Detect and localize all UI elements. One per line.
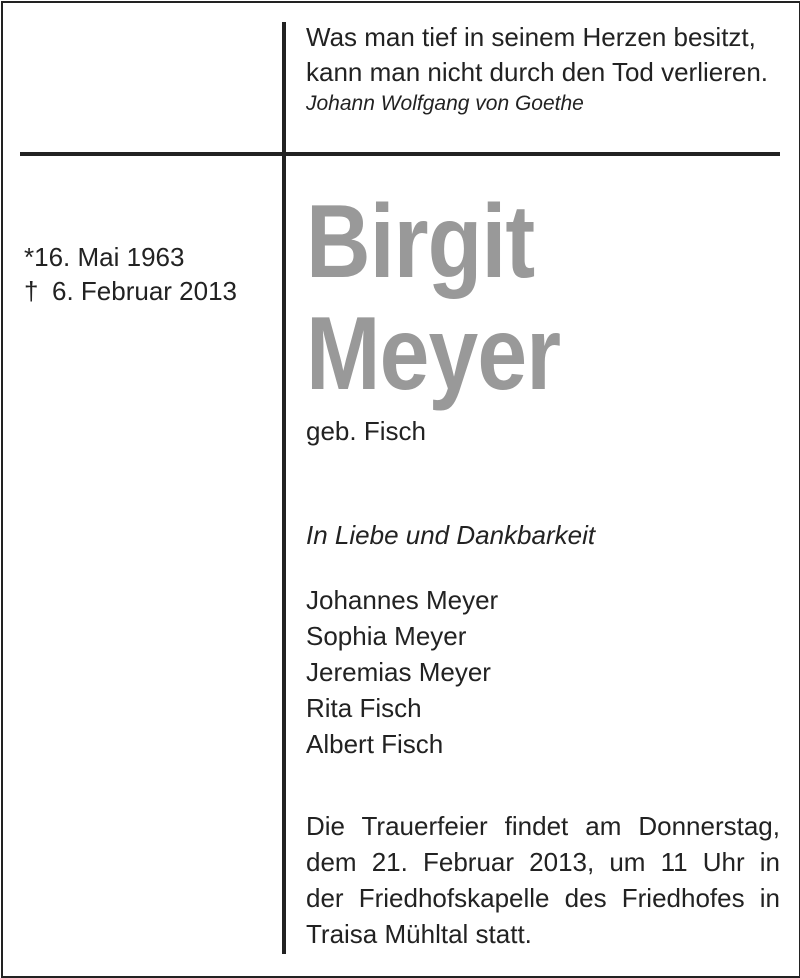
last-name: Meyer	[306, 296, 561, 412]
life-dates	[24, 240, 237, 308]
maiden-name: geb. Fisch	[306, 416, 426, 446]
cross-horizontal-bar	[20, 152, 780, 156]
quote-line: kann man nicht durch den Tod verlieren.	[306, 57, 769, 87]
mourner-name: Albert Fisch	[306, 729, 444, 759]
death-date: 6. Februar 2013	[52, 276, 238, 306]
deceased-name	[306, 186, 560, 410]
quote-author: Johann Wolfgang von Goethe	[306, 92, 584, 115]
mourner-name: Johannes Meyer	[306, 585, 499, 615]
service-line: Die Trauerfeier findet am Donnerstag,	[306, 811, 780, 841]
mourner-name: Rita Fisch	[306, 693, 422, 723]
funeral-service-notice	[306, 808, 780, 952]
death-date-line	[24, 274, 237, 308]
mourner-name: Sophia Meyer	[306, 621, 467, 651]
service-line: dem 21. Februar 2013, um 11 Uhr in	[306, 847, 780, 877]
dagger-icon: †	[24, 276, 39, 306]
dedication: In Liebe und Dankbarkeit	[306, 520, 596, 550]
goethe-quote	[306, 20, 776, 90]
service-line: Traisa Mühltal statt.	[306, 919, 532, 949]
quote-line: Was man tief in seinem Herzen besitzt,	[306, 22, 756, 52]
cross-vertical-bar	[282, 22, 286, 954]
service-line: der Friedhofskapelle des Friedhofes in	[306, 883, 780, 913]
birth-date: *16. Mai 1963	[24, 242, 185, 272]
mourners-list	[306, 582, 498, 762]
first-name: Birgit	[306, 184, 535, 300]
mourner-name: Jeremias Meyer	[306, 657, 491, 687]
